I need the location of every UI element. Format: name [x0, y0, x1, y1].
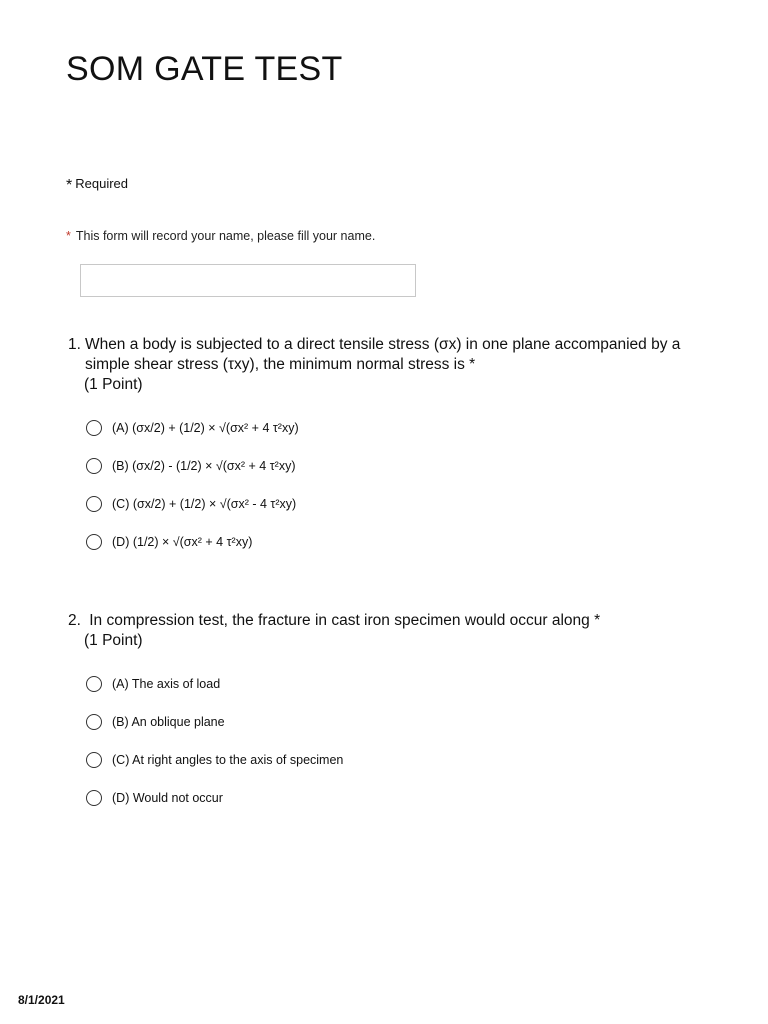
- question-1-header: [68, 335, 708, 375]
- question-2: [68, 611, 708, 817]
- form-title: SOM GATE TEST: [66, 50, 343, 88]
- question-2-text: In compression test, the fracture in cast iron specimen would occur along *: [84, 612, 601, 629]
- question-1-text: When a body is subjected to a direct tensile stress (σx) in one plane accompanied by a simple shear stress (τxy), the minimum normal stress is *: [84, 336, 681, 373]
- radio-button[interactable]: [86, 714, 102, 730]
- question-1-option-c[interactable]: [86, 485, 708, 523]
- option-label: (A) (σx/2) + (1/2) × √(σx² + 4 τ²xy): [112, 421, 299, 435]
- question-2-header: [68, 611, 708, 631]
- required-note: [66, 176, 128, 195]
- name-question: [66, 229, 375, 243]
- question-1-option-b[interactable]: [86, 447, 708, 485]
- question-2-number: 2.: [68, 612, 81, 629]
- print-date: 8/1/2021: [18, 993, 65, 1007]
- name-label-text: This form will record your name, please fill your name.: [75, 229, 376, 243]
- question-2-options: [86, 665, 708, 817]
- radio-button[interactable]: [86, 676, 102, 692]
- required-star: *: [66, 177, 73, 194]
- option-label: (B) An oblique plane: [112, 715, 225, 729]
- radio-button[interactable]: [86, 752, 102, 768]
- option-label: (A) The axis of load: [112, 677, 221, 691]
- required-text: Required: [75, 176, 128, 191]
- question-1: [68, 335, 708, 561]
- option-label: (C) (σx/2) + (1/2) × √(σx² - 4 τ²xy): [112, 497, 297, 511]
- option-label: (C) At right angles to the axis of specimen: [112, 753, 344, 767]
- question-2-points: (1 Point): [84, 632, 143, 649]
- question-2-option-d[interactable]: [86, 779, 708, 817]
- question-1-option-a[interactable]: [86, 409, 708, 447]
- name-required-star: *: [66, 229, 71, 243]
- radio-button[interactable]: [86, 496, 102, 512]
- name-label: [66, 229, 375, 243]
- option-label: (B) (σx/2) - (1/2) × √(σx² + 4 τ²xy): [112, 459, 296, 473]
- name-input[interactable]: [80, 264, 416, 297]
- radio-button[interactable]: [86, 790, 102, 806]
- question-2-option-a[interactable]: [86, 665, 708, 703]
- question-1-options: [86, 409, 708, 561]
- question-2-option-c[interactable]: [86, 741, 708, 779]
- option-label: (D) (1/2) × √(σx² + 4 τ²xy): [112, 535, 253, 549]
- radio-button[interactable]: [86, 534, 102, 550]
- question-2-option-b[interactable]: [86, 703, 708, 741]
- radio-button[interactable]: [86, 420, 102, 436]
- question-1-option-d[interactable]: [86, 523, 708, 561]
- question-1-points: (1 Point): [84, 376, 143, 393]
- radio-button[interactable]: [86, 458, 102, 474]
- option-label: (D) Would not occur: [112, 791, 223, 805]
- question-1-number: 1.: [68, 336, 81, 353]
